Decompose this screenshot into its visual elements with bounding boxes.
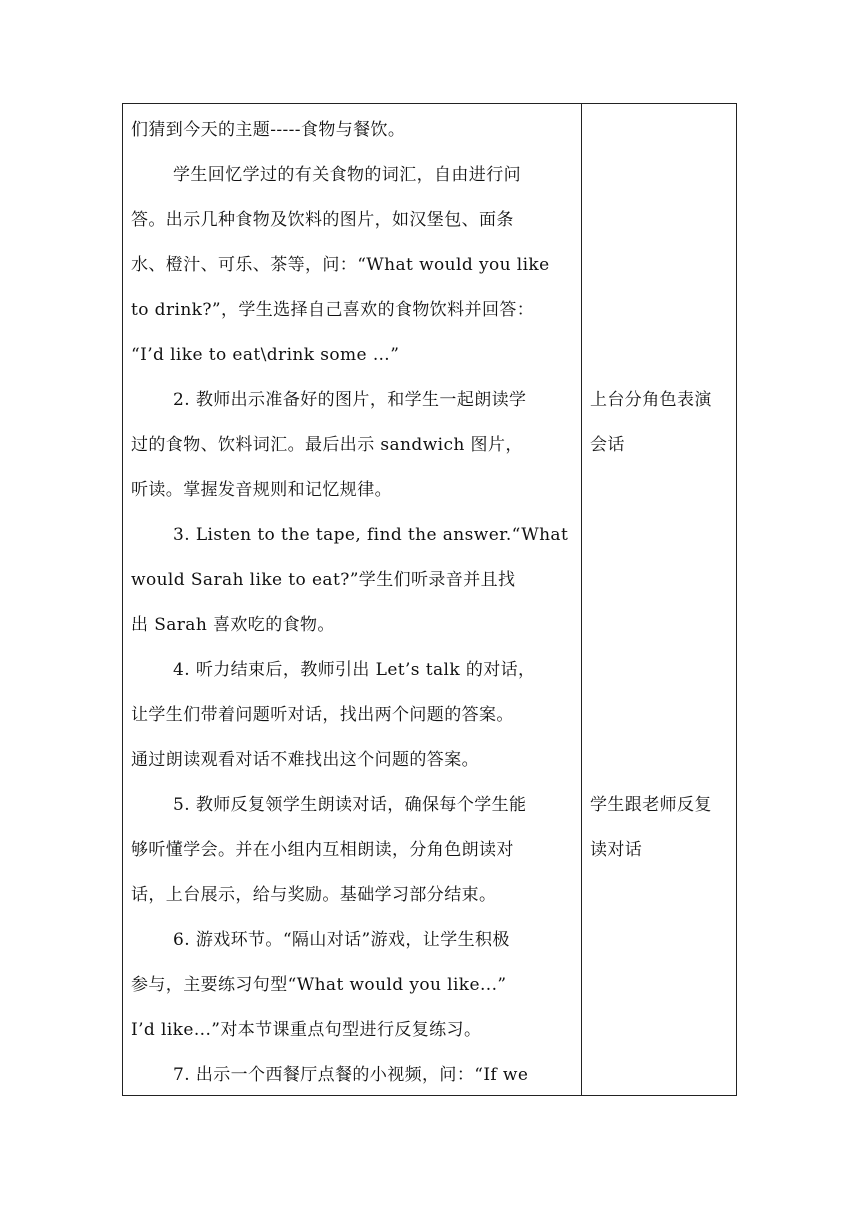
- text-line: 5. 教师反复领学生朗读对话，确保每个学生能: [173, 795, 527, 815]
- text-line: 参与，主要练习句型“What would you like...”: [131, 975, 507, 995]
- text-line: 听读。掌握发音规则和记忆规律。: [131, 480, 392, 500]
- student-activity-line: 会话: [590, 435, 625, 455]
- text-line: 7. 出示一个西餐厅点餐的小视频，问：“If we: [173, 1065, 529, 1085]
- text-line: 出 Sarah 喜欢吃的食物。: [131, 615, 335, 635]
- text-line: 学生回忆学过的有关食物的词汇，自由进行问: [173, 165, 521, 185]
- lesson-plan-table: [122, 103, 737, 1096]
- text-line: would Sarah like to eat?”学生们听录音并且找: [131, 570, 516, 590]
- text-line: 水、橙汁、可乐、茶等，问：“What would you like: [131, 255, 550, 275]
- text-line: 够听懂学会。并在小组内互相朗读，分角色朗读对: [131, 840, 514, 860]
- column-divider: [581, 104, 582, 1095]
- text-line: 通过朗读观看对话不难找出这个问题的答案。: [131, 750, 479, 770]
- text-line: 们猜到今天的主题-----食物与餐饮。: [131, 120, 406, 140]
- text-line: 6. 游戏环节。“隔山对话”游戏，让学生积极: [173, 930, 510, 950]
- text-line: 3. Listen to the tape, find the answer.“What: [173, 525, 569, 545]
- text-line: 话，上台展示，给与奖励。基础学习部分结束。: [131, 885, 497, 905]
- text-line: 4. 听力结束后，教师引出 Let’s talk 的对话，: [173, 660, 536, 680]
- text-line: “I’d like to eat\drink some …”: [131, 345, 400, 365]
- student-activity-line: 读对话: [590, 840, 643, 860]
- text-line: to drink?”，学生选择自己喜欢的食物饮料并回答：: [131, 300, 535, 320]
- text-line: 让学生们带着问题听对话，找出两个问题的答案。: [131, 705, 514, 725]
- student-activity-line: 学生跟老师反复: [590, 795, 712, 815]
- text-line: 答。出示几种食物及饮料的图片，如汉堡包、面条: [131, 210, 514, 230]
- student-activity-line: 上台分角色表演: [590, 390, 712, 410]
- text-line: 2. 教师出示准备好的图片，和学生一起朗读学: [173, 390, 527, 410]
- text-line: 过的食物、饮料词汇。最后出示 sandwich 图片，: [131, 435, 523, 455]
- text-line: I’d like...”对本节课重点句型进行反复练习。: [131, 1020, 482, 1040]
